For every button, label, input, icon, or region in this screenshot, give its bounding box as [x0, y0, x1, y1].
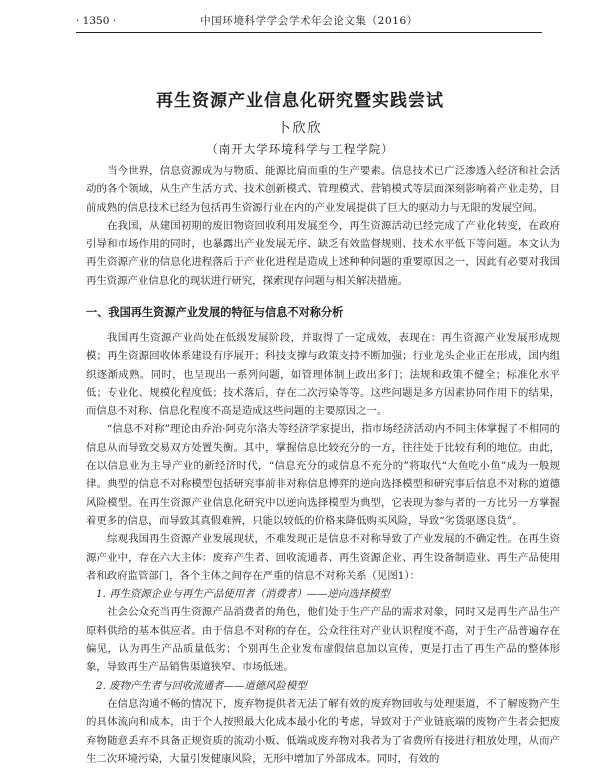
section-1-paragraph-2: “信息不对称”理论由乔治·阿克尔洛夫等经济学家提出，指市场经济活动内不同主体掌握了不相同的信息从而导致交易双方处置失衡。其中，掌握信息比较充分的一方，往往处于比较有利的地位。由此，在以信息业为主导产业的新经济时代，“信息充分的或信息不充分的”将取代“大鱼吃小鱼”成为一般规律。典型的信息不对称模型包括研究事前非对称信息博弈的逆向选择模型和研究事后信息不对称的道德风险模型。在再生资源产业信息化研究中以逆向选择模型为典型，它表现为参与者的一方比另一方掌握着更多的信息，而导致其真假难辨，只能以较低的价格来降低购买风险，导致“劣货驱逐良货”。: [86, 423, 560, 527]
intro-section: [86, 162, 560, 290]
section-1-heading: 一、我国再生资源产业发展的特征与信息不对称分析: [86, 306, 344, 319]
subsection-2-heading: 2. 废物产生者与回收流通者——道德风险模型: [96, 679, 307, 692]
subsection-1-paragraph: 社会公众充当再生资源产品消费者的角色，他们处于生产产品的需求对象，同时又是再生产品生产原料供给的基本供应者。由于信息不对称的存在，公众往往对产业认识程度不高，对于生产品普遍存在偏见，认为再生产品质量低劣；个别再生企业发布虚假信息加以宣传，更是打击了再生产品的整体形象，导致再生产品销售渠道狭窄、市场低迷。: [86, 606, 560, 674]
article-author: 卜欣欣: [277, 121, 323, 136]
subsection-2-paragraph: 在信息沟通不畅的情况下，废弃物提供者无法了解有效的废弃物回收与处理渠道，不了解废物产生的具体流向和成本，由于个人按照最大化成本最小化的考虑，导致对于产业链底端的废物产生者会把废弃物随意丢弃不具备正规资质的流动小贩、低端或废弃物对我者为了省费所有接进行粗放处理，从而产生二次环境污染，大量引发健康风险，无形中增加了外部成本。同时，有效的: [86, 697, 560, 765]
running-header: [76, 10, 542, 33]
author-affiliation: （南开大学环境科学与工程学院）: [206, 142, 394, 156]
journal-name: 中国环境科学学会学术年会论文集（2016）: [200, 15, 418, 27]
section-1-body: [86, 329, 560, 768]
section-1-paragraph-1: 我国再生资源产业尚处在低级发展阶段，并取得了一定成效，表现在：再生资源产业发展形成规模；再生资源回收体系建设有序展开；科技支撑与政策支持不断加强；行业龙头企业正在形成，国内组织逐渐成熟。同时，也呈现出一系列问题，如管理体制上政出多门；法规和政策不健全；标准化水平低；专业化、规模化程度低；技术落后，存在二次污染等等。这些问题是多方因素协同作用下的结果，而信息不对称、信息化程度不高是造成这些问题的主要原因之一。: [86, 332, 560, 418]
intro-paragraph-2: 在我国，从建国初期的废旧物资回收利用发展至今，再生资源活动已经完成了产业化转变，在政府引导和市场作用的同时，也暴露出产业发展无序、缺乏有效监督规则、技术水平低下等问题。本文认为再生资源产业的信息化进程落后于产业化进程是造成上述种种问题的重要原因之一，因此有必要对我国再生资源产业信息化的现状进行研究，探索现存问题与相关解决措施。: [86, 219, 560, 287]
intro-paragraph-1: 当今世界，信息资源成为与物质、能源比肩而重的生产要素。信息技术已广泛渗透入经济和社会活动的各个领域，从生产生活方式、技术创新模式、管理模式、营销模式等层面深刻影响着产业走势，目前成熟的信息技术已经为包括再生资源行业在内的产业发展提供了巨大的驱动力与无限的发展空间。: [86, 165, 560, 214]
section-1-paragraph-3: 综观我国再生资源产业发展现状，不难发现正是信息不对称导致了产业发展的不确定性。在再生资源产业中，存在六大主体：废弃产生者、回收流通者、再生资源企业、再生设备制造业、再生产品使用者和政府监管部门，各个主体之间存在严重的信息不对称关系（见图1）：: [86, 533, 560, 582]
subsection-1-heading: 1. 再生资源企业与再生产品使用者（消费者）——逆向选择模型: [96, 588, 390, 601]
article-title: 再生资源产业信息化研究暨实践尝试: [156, 91, 444, 111]
page-number: · 1350 ·: [76, 15, 117, 27]
